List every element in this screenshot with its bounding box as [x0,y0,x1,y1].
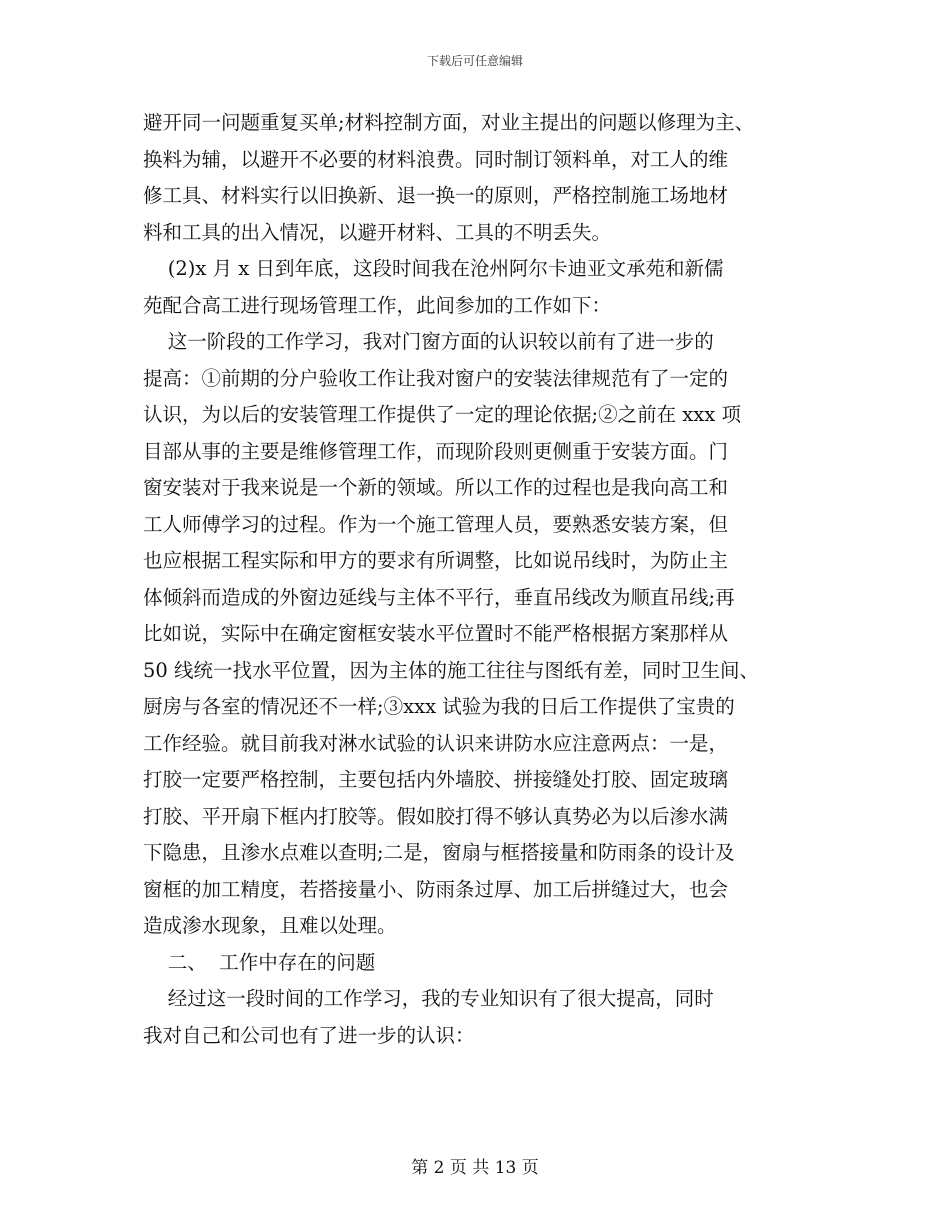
text-line: 窗安装对于我来说是一个新的领域。所以工作的过程也是我向高工和 [143,476,729,499]
text-line: 50 线统一找水平位置，因为主体的施工往往与图纸有差，同时卫生间、 [143,658,760,682]
text-line: 目部从事的主要是维修管理工作，而现阶段则更侧重于安装方面。门 [143,439,729,463]
text-line: 提高：①前期的分户验收工作让我对窗户的安装法律规范有了一定的 [143,366,729,390]
page-footer: 第 2 页 共 13 页 [411,1158,539,1178]
text-line: 打胶、平开扇下框内打胶等。假如胶打得不够认真势必为以后渗水满 [143,804,729,828]
text-line: 打胶一定要严格控制，主要包括内外墙胶、拼接缝处打胶、固定玻璃 [143,768,729,791]
text-line: 窗框的加工精度，若搭接量小、防雨条过厚、加工后拼缝过大，也会 [143,877,729,901]
text-line: 我对自己和公司也有了进一步的认识： [143,1023,475,1047]
text-line: 比如说，实际中在确定窗框安装水平位置时不能严格根据方案那样从 [143,622,729,645]
text-line: 体倾斜而造成的外窗边延线与主体不平行，垂直吊线改为顺直吊线;再 [143,585,735,609]
text-line: 厨房与各室的情况还不一样;③xxx 试验为我的日后工作提供了宝贵的 [143,695,735,718]
text-line: 这一阶段的工作学习，我对门窗方面的认识较以前有了进一步的 [143,330,714,353]
text-line: (2)x 月 x 日到年底，这段时间我在沧州阿尔卡迪亚文承苑和新儒 [143,257,724,280]
page-header: 下载后可任意编辑 [426,54,523,68]
text-line: 造成渗水现象，且难以处理。 [143,914,397,937]
text-line: 料和工具的出入情况，以避开材料、工具的不明丢失。 [143,220,612,244]
text-line: 下隐患，且渗水点难以查明;二是，窗扇与框搭接量和防雨条的设计及 [143,841,735,864]
text-line: 工作经验。就目前我对淋水试验的认识来讲防水应注意两点：一是， [143,731,729,755]
text-line: 避开同一问题重复买单;材料控制方面，对业主提出的问题以修理为主、 [143,111,755,134]
text-line: 工人师傅学习的过程。作为一个施工管理人员，要熟悉安装方案，但 [143,512,729,536]
text-line: 修工具、材料实行以旧换新、退一换一的原则，严格控制施工场地材 [143,184,729,207]
section-heading: 二、 工作中存在的问题 [143,950,376,974]
text-line: 经过这一段时间的工作学习，我的专业知识有了很大提高，同时 [143,987,714,1010]
text-line: 换料为辅，以避开不必要的材料浪费。同时制订领料单，对工人的维 [143,147,729,171]
text-line: 苑配合高工进行现场管理工作，此间参加的工作如下： [143,293,612,317]
text-line: 也应根据工程实际和甲方的要求有所调整，比如说吊线时，为防止主 [143,549,729,572]
text-line: 认识，为以后的安装管理工作提供了一定的理论依据;②之前在 xxx 项 [143,403,741,426]
document-body [143,105,823,1054]
